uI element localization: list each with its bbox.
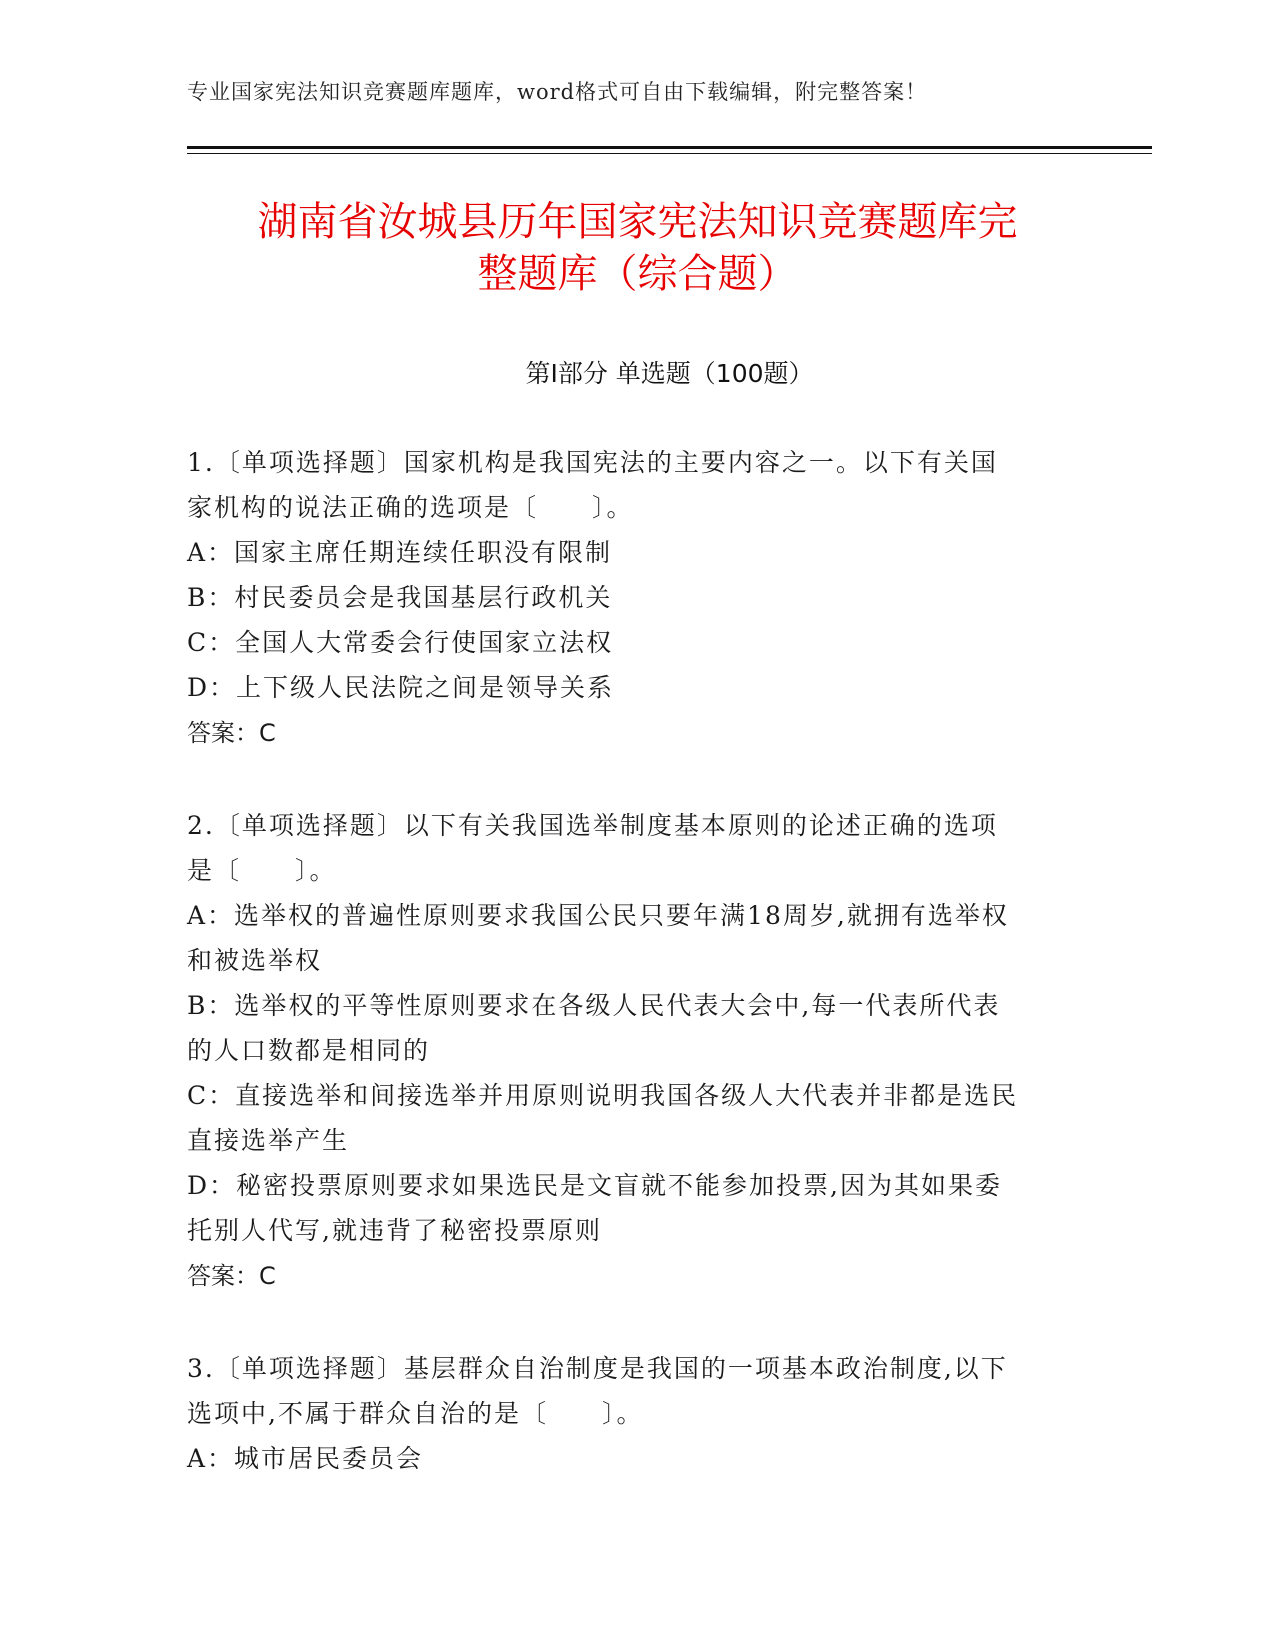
header-note: 专业国家宪法知识竞赛题库题库，word格式可自由下载编辑，附完整答案！ [187, 80, 928, 104]
question-1-option-c: C：全国人大常委会行使国家立法权 [187, 628, 614, 657]
question-1 [187, 440, 1077, 756]
question-2 [187, 803, 1077, 1299]
document-title-line-1: 湖南省汝城县历年国家宪法知识竞赛题库完 [257, 199, 1018, 245]
question-list [187, 440, 1077, 1528]
question-2-option-a-line-2: 和被选举权 [187, 946, 323, 975]
header-rule-thick [187, 146, 1152, 149]
question-3-option-a: A：城市居民委员会 [187, 1444, 424, 1473]
question-1-stem-line-1: 1.〔单项选择题〕国家机构是我国宪法的主要内容之一。以下有关国 [187, 448, 998, 477]
question-2-option-b-line-1: B：选举权的平等性原则要求在各级人民代表大会中,每一代表所代表 [187, 991, 1001, 1020]
question-1-option-b: B：村民委员会是我国基层行政机关 [187, 583, 613, 612]
question-2-option-d-line-2: 托别人代写,就违背了秘密投票原则 [187, 1216, 602, 1245]
question-2-option-d-line-1: D：秘密投票原则要求如果选民是文盲就不能参加投票,因为其如果委 [187, 1171, 1002, 1200]
question-3-stem-line-1: 3.〔单项选择题〕基层群众自治制度是我国的一项基本政治制度,以下 [187, 1354, 1008, 1383]
question-2-stem-line-1: 2.〔单项选择题〕以下有关我国选举制度基本原则的论述正确的选项 [187, 811, 998, 840]
question-3-stem-line-2: 选项中,不属于群众自治的是〔 〕。 [187, 1399, 644, 1428]
question-2-answer: 答案：C [187, 1262, 276, 1290]
document-title [150, 196, 1125, 300]
section-title: 第Ⅰ部分 单选题（100题） [525, 359, 814, 388]
question-2-option-b-line-2: 的人口数都是相同的 [187, 1036, 431, 1065]
question-2-option-a-line-1: A：选举权的普遍性原则要求我国公民只要年满18周岁,就拥有选举权 [187, 901, 1009, 930]
question-1-option-a: A：国家主席任期连续任职没有限制 [187, 538, 613, 567]
document-title-line-2: 整题库（综合题） [477, 251, 798, 297]
question-2-option-c-line-1: C：直接选举和间接选举并用原则说明我国各级人大代表并非都是选民 [187, 1081, 1019, 1110]
question-2-stem-line-2: 是〔 〕。 [187, 856, 337, 885]
question-1-option-d: D：上下级人民法院之间是领导关系 [187, 673, 615, 702]
question-1-answer: 答案：C [187, 719, 276, 747]
question-3 [187, 1346, 1077, 1481]
question-2-option-c-line-2: 直接选举产生 [187, 1126, 350, 1155]
question-1-stem-line-2: 家机构的说法正确的选项是〔 〕。 [187, 493, 634, 522]
header-rule-thin [187, 153, 1152, 154]
